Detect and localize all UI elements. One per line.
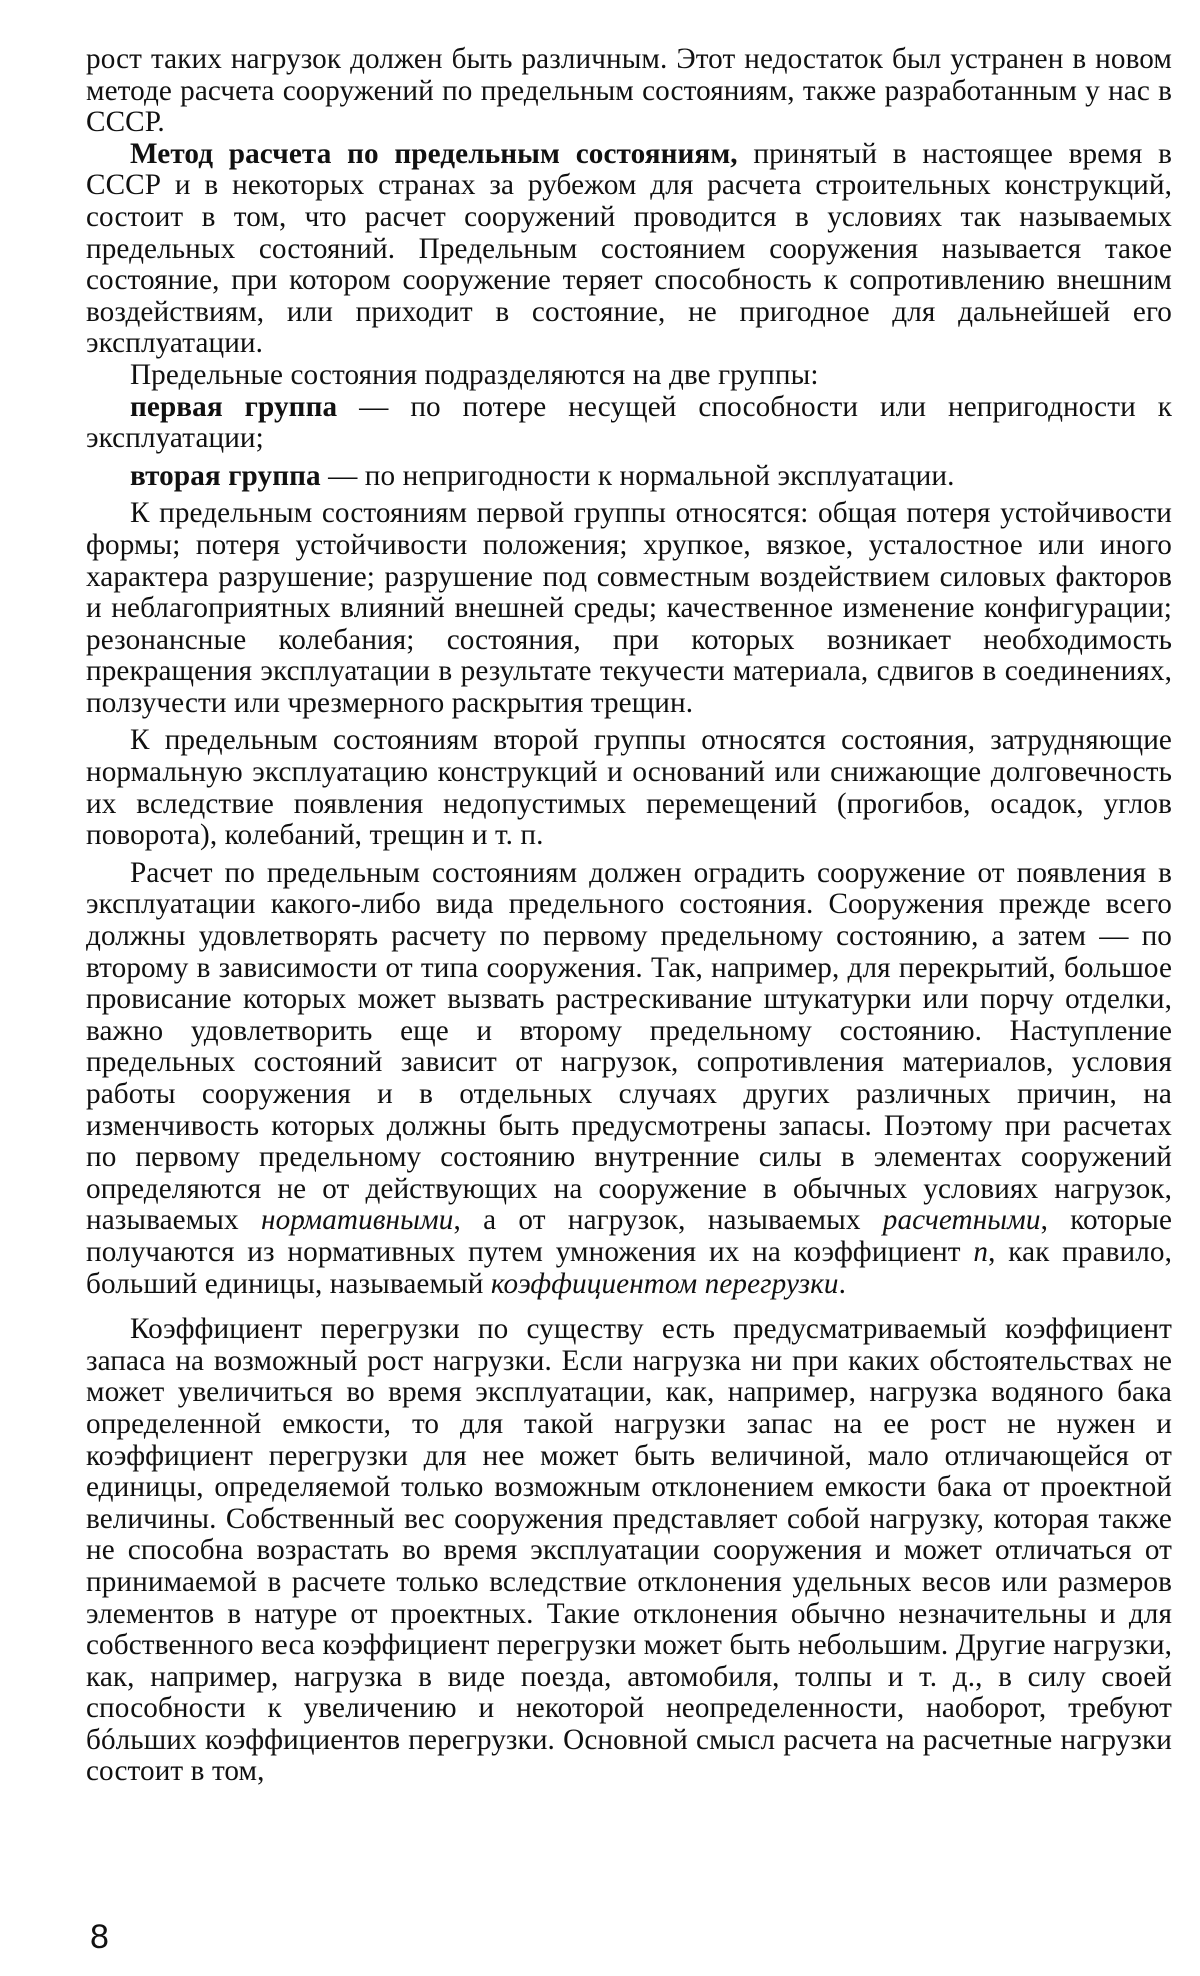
paragraph-2-bold-lead: Метод расчета по предельным состояниям, [130, 137, 738, 170]
paragraph-7-text: К предельным состояниям второй группы относятся состояния, затрудняющие нормальную эксплуатацию конструкций и оснований или снижающие долговечность их вследствие появления недопустимых перемещений (прогибов, осадок, углов поворота), колебаний, трещин и т. п. [86, 724, 1172, 852]
paragraph-9-text: Коэффициент перегрузки по существу есть предусматриваемый коэффициент запаса на возможный рост нагрузки. Если нагрузка ни при каких обстоятельствах не может увеличиться во время эксплуатации, как, например, нагрузка водяного бака определенной емкости, то для такой нагрузки запас на ее рост не нужен и коэффициент перегрузки для нее может быть величиной, мало отличающейся от единицы, определяемой только возможным отклонением емкости бака от проектной величины. Собственный вес сооружения представляет собой нагрузку, которая также не способна возрастать во время эксплуатации сооружения и может отличаться от принимаемой в расчете только вследствие отклонения удельных весов или размеров элементов в натуре от проектных. Такие отклонения обычно незначительны и для собственного веса коэффициент перегрузки может быть небольшим. Другие нагрузки, как, например, нагрузка в виде поезда, автомобиля, толпы и т. д., в силу своей способности к увеличению и некоторой неопределенности, наоборот, требуют бóльших коэффициентов перегрузки. Основной смысл расчета на расчетные нагрузки состоит в том, [86, 1313, 1172, 1788]
paragraph-9 [86, 1314, 1172, 1788]
page-body [86, 44, 1172, 1788]
paragraph-5-text: — по непригодности к нормальной эксплуатации. [320, 459, 955, 492]
paragraph-4-text: — по потере несущей способности или непригодности к эксплуатации; [86, 390, 1173, 455]
paragraph-8-text: Расчет по предельным состояниям должен оградить сооружение от появления в эксплуатации какого-либо вида предельного состояния. Сооружения прежде всего должны удовлетворять расчету по первому предельному состоянию, а затем — по второму в зависимости от типа сооружения. Так, например, для перекрытий, большое провисание которых может вызвать растрескивание штукатурки или порчу отделки, важно удовлетворить еще и второму предельному состоянию. Наступление предельных состояний зависит от нагрузок, сопротивления материалов, условия работы сооружения и в отдельных случаях других различных причин, на изменчивость которых должны быть предусмотрены запасы. Поэтому при расчетах по первому предельному состоянию внутренние силы в элементах сооружений определяются не от действующих на сооружение в обычных условиях нагрузок, называемых [86, 856, 1172, 1237]
paragraph-4-bold-lead: первая группа [130, 390, 338, 423]
paragraph-8 [86, 858, 1172, 1300]
paragraph-7 [86, 725, 1172, 851]
paragraph-1-text: рост таких нагрузок должен быть различным. Этот недостаток был устранен в новом методе расчета сооружений по предельным состояниям, также разработанным у нас в СССР. [86, 43, 1172, 139]
paragraph-6-text: К предельным состояниям первой группы относятся: общая потеря устойчивости формы; потеря устойчивости положения; хрупкое, вязкое, усталостное или иного характера разрушение; разрушение под совместным воздействием силовых факторов и неблагоприятных влияний внешней среды; качественное изменение конфигурации; резонансные колебания; состояния, при которых возникает необходимость прекращения эксплуатации в результате текучести материала, сдвигов в соединениях, ползучести или чрезмерного раскрытия трещин. [86, 497, 1172, 719]
paragraph-8-italic-4: коэффициентом перегрузки [490, 1267, 839, 1300]
paragraph-8-italic-3: n [973, 1235, 989, 1268]
paragraph-8-italic-1: нормативными [260, 1204, 454, 1237]
paragraph-6 [86, 498, 1172, 719]
paragraph-8-mid-1: , а от нагрузок, называемых [453, 1204, 883, 1237]
paragraph-5-bold-lead: вторая группа [130, 459, 321, 492]
paragraph-8-mid-2: , которые получаются из нормативных путем умножения их на коэффициент [86, 1204, 1172, 1268]
paragraph-1 [86, 44, 1172, 139]
body-text [86, 44, 1172, 1788]
paragraph-8-mid-3: , как правило, больший единицы, называемый [86, 1235, 1172, 1300]
paragraph-2 [86, 139, 1172, 360]
paragraph-3 [86, 360, 1172, 392]
page-number: 8 [90, 1918, 109, 1956]
paragraph-3-text: Предельные состояния подразделяются на две группы: [130, 358, 819, 391]
paragraph-2-text: принятый в настоящее время в СССР и в некоторых странах за рубежом для расчета строительных конструкций, состоит в том, что расчет сооружений проводится в условиях так называемых предельных состояний. Предельным состоянием сооружения называется такое состояние, при котором сооружение теряет способность к сопротивлению внешним воздействиям, или приходит в состояние, не пригодное для дальнейшей его эксплуатации. [86, 137, 1172, 360]
paragraph-8-italic-2: расчетными [882, 1204, 1041, 1237]
paragraph-4 [86, 392, 1172, 455]
paragraph-8-end: . [838, 1267, 846, 1300]
paragraph-5 [86, 461, 1172, 493]
